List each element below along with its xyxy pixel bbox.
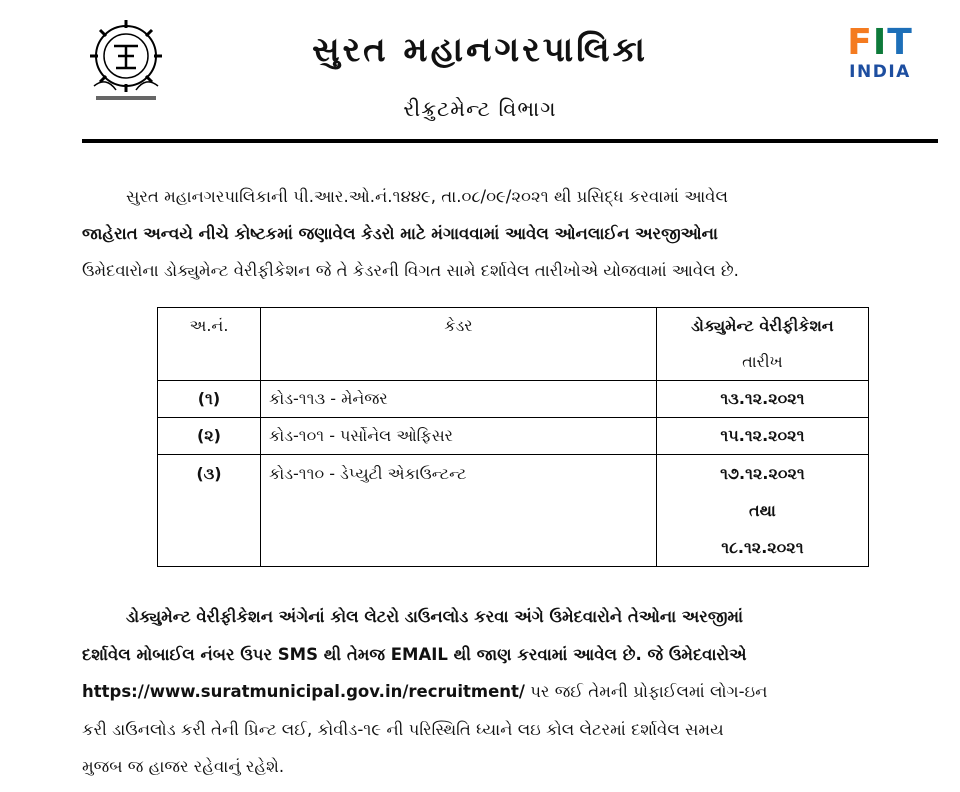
notice-line-4: કરી ડાઉનલોડ કરી તેની પ્રિન્ટ લઈ, કોવીડ-૧૯ ની પરિસ્થિતિ ધ્યાને લઇ કોલ લેટરમાં દર્શાવેલ સમય xyxy=(82,719,724,739)
table-row xyxy=(158,455,869,567)
row-date: ૧૩.૧૨.૨૦૨૧ xyxy=(656,381,868,418)
fit-logo-india: INDIA xyxy=(849,62,911,82)
row-date-joiner: તથા xyxy=(749,501,776,520)
row-serial: (૧) xyxy=(158,381,261,418)
row-cadre: કોડ-૧૧૦ - ડેપ્યુટી એકાઉન્ટન્ટ xyxy=(260,455,656,567)
row-serial: (૨) xyxy=(158,418,261,455)
document-header xyxy=(0,0,960,145)
header-date xyxy=(656,308,868,381)
header-serial: અ.નં. xyxy=(158,308,261,381)
row-serial: (૩) xyxy=(158,455,261,567)
row-cadre: કોડ-૧૧૩ - મેનેજર xyxy=(260,381,656,418)
table-row xyxy=(158,381,869,418)
intro-line-1: સુરત મહાનગરપાલિકાની પી.આર.ઓ.નં.૧૪૪૯, તા.૦૮/૦૯/૨૦૨૧ થી પ્રસિદ્ધ કરવામાં આવેલ xyxy=(126,187,728,206)
recruitment-url-link[interactable]: https://www.suratmunicipal.gov.in/recruitment/ xyxy=(82,682,525,701)
row-cadre: કોડ-૧૦૧ - પર્સોનેલ ઓફિસર xyxy=(260,418,656,455)
intro-paragraph xyxy=(82,178,932,289)
row-date-2: ૧૮.૧૨.૨૦૨૧ xyxy=(721,538,804,557)
header-divider xyxy=(82,139,938,143)
header-date-line-1: ડોક્યુમેન્ટ વેરીફીકેશન xyxy=(691,316,834,335)
page-subtitle: રીક્રુટમેન્ટ વિભાગ xyxy=(403,97,557,121)
notice-paragraph xyxy=(82,598,932,786)
notice-line-3: પર જઈ તેમની પ્રોફાઈલમાં લોગ-ઇન xyxy=(524,682,768,701)
row-date xyxy=(656,455,868,567)
notice-line-5: મુજબ જ હાજર રહેવાનું રહેશે. xyxy=(82,757,285,776)
row-date-1: ૧૭.૧૨.૨૦૨૧ xyxy=(720,464,805,483)
page-title: સુરત મહાનગરપાલિકા xyxy=(312,30,648,70)
header-cadre: કેડર xyxy=(260,308,656,381)
notice-line-1: ડોક્યુમેન્ટ વેરીફીકેશન અંગેનાં કોલ લેટરો ડાઉનલોડ કરવા અંગે ઉમેદવારોને તેઓના અરજીમાં xyxy=(126,607,744,626)
header-date-line-2: તારીખ xyxy=(742,352,783,371)
intro-line-3: ઉમેદવારોના ડોક્યુમેન્ટ વેરીફીકેશન જે તે કેડરની વિગત સામે દર્શાવેલ તારીખોએ યોજવામાં આવેલ છે. xyxy=(82,261,739,280)
verification-schedule-table xyxy=(157,307,869,567)
row-date: ૧૫.૧૨.૨૦૨૧ xyxy=(656,418,868,455)
fit-logo-word: FIT xyxy=(847,22,913,63)
fit-india-logo xyxy=(832,24,928,94)
notice-line-2: દર્શાવેલ મોબાઈલ નંબર ઉપર SMS થી તેમજ EMAIL થી જાણ કરવામાં આવેલ છે. જે ઉમેદવારોએ xyxy=(82,644,747,664)
intro-line-2: જાહેરાત અન્વયે નીચે કોષ્ટકમાં જણાવેલ કેડરો માટે મંગાવવામાં આવેલ ઓનલાઈન અરજીઓના xyxy=(82,224,718,243)
table-header-row xyxy=(158,308,869,381)
table-row xyxy=(158,418,869,455)
